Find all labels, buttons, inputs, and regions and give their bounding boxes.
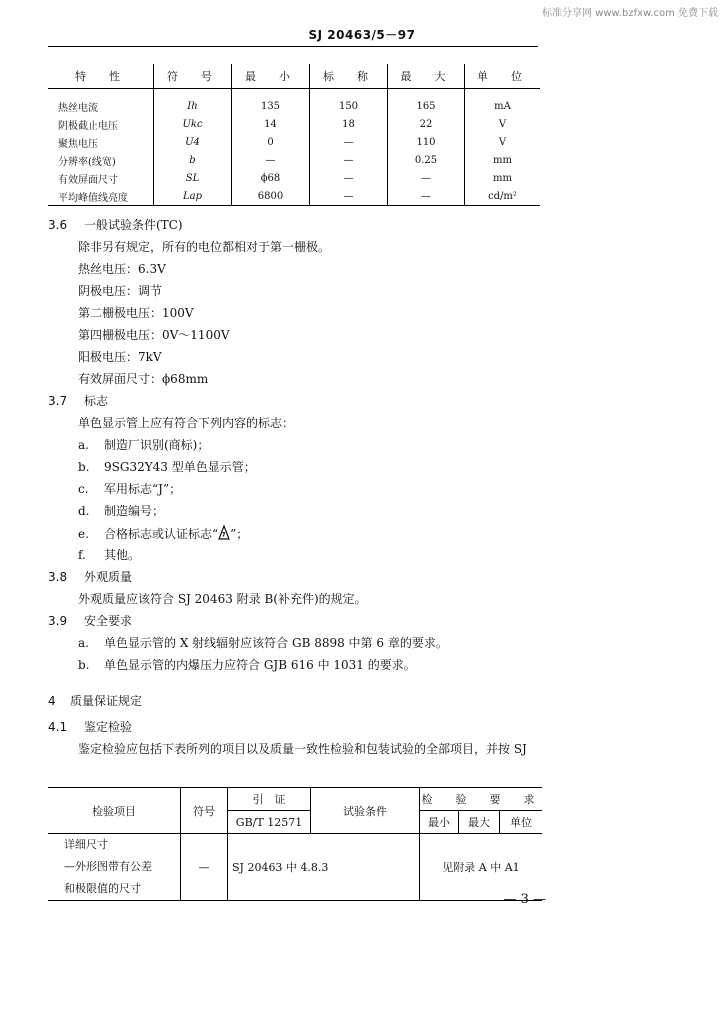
inspection-header-requirements: 检 验 要 求 [420,788,543,811]
inspection-cell-reference: SJ 20463 中 4.8.3 [228,834,420,901]
list-item [78,459,256,475]
chapter-number: 4 [48,694,56,708]
spec-row-focus-voltage [48,133,540,151]
list-item [78,481,181,497]
section-number: 3.6 [48,218,68,232]
section-3-7-heading [48,393,108,409]
spec-cell-name: 分辨率(线宽) [58,156,116,168]
list-item [78,547,140,563]
paragraph: 阳极电压：7kV [78,350,162,364]
spec-row-peak-brightness [48,187,540,206]
spec-header-min: 最 小 [232,64,310,89]
list-label: b. [78,460,90,474]
spec-cell-nominal: — [310,169,388,187]
list-text: 制造厂识别(商标)； [104,438,210,452]
spec-cell-max: 110 [388,133,465,151]
section-title: 安全要求 [84,614,133,628]
spec-header-symbol: 符 号 [154,64,232,89]
spec-cell-name: 热丝电流 [58,102,98,114]
spec-row-resolution [48,151,540,169]
list-label: a. [78,636,89,650]
item-line: —外形图带有公差 [64,860,152,873]
inspection-cell-symbol: — [181,834,228,901]
spec-cell-min: 0 [232,133,310,151]
paragraph: 除非另有规定，所有的电位都相对于第一栅极。 [78,240,331,254]
inspection-row-dimensions [48,834,542,901]
list-text: 制造编号； [104,504,165,518]
chapter-4-heading [48,693,142,709]
spec-cell-unit: V [465,133,541,151]
section-title: 外观质量 [84,570,133,584]
inspection-header-ref-standard: GB/T 12571 [228,811,311,834]
spec-cell-min: — [232,151,310,169]
paragraph: 鉴定检验应包括下表所列的项目以及质量一致性检验和包装试验的全部项目，并按 SJ [78,742,527,756]
spec-cell-unit: mm [465,151,541,169]
section-3-8-heading [48,569,132,585]
spec-header-unit: 单 位 [465,64,541,89]
spec-cell-nominal: 18 [310,115,388,133]
spec-cell-symbol: Ih [154,89,232,116]
spec-cell-min: 14 [232,115,310,133]
spec-row-screen-size [48,169,540,187]
paragraph: 外观质量应该符合 SJ 20463 附录 B(补充件)的规定。 [78,592,367,606]
list-item [78,525,248,542]
paragraph: 有效屏面尺寸：ϕ68mm [78,372,209,386]
spec-header-characteristic: 特 性 [48,64,154,89]
section-number: 3.8 [48,570,68,584]
item-line: 和极限值的尺寸 [64,882,141,895]
spec-cell-max: 0.25 [388,151,465,169]
section-3-6-heading [48,217,183,233]
spec-cell-symbol: U4 [154,133,232,151]
spec-cell-nominal: — [310,133,388,151]
list-text-suffix: ”； [230,527,249,541]
list-label: b. [78,658,90,672]
spec-table-header-row [48,64,540,89]
list-text: 9SG32Y43 型单色显示管； [104,460,256,474]
site-watermark: 标准分享网 www.bzfxw.com 免费下载 [542,8,718,19]
spec-cell-nominal: — [310,187,388,206]
spec-cell-min: 6800 [232,187,310,206]
inspection-header-condition: 试验条件 [311,788,420,834]
spec-cell-unit: V [465,115,541,133]
paragraph: 热丝电压：6.3V [78,262,166,276]
section-number: 4.1 [48,720,68,734]
item-line: 详细尺寸 [64,838,108,851]
certification-mark-icon [218,525,230,541]
spec-cell-name: 阴极截止电压 [58,120,118,132]
spec-cell-unit: mA [465,89,541,116]
list-item [78,503,164,519]
list-label: f. [78,548,86,562]
spec-header-nominal: 标 称 [310,64,388,89]
section-title: 标志 [84,394,109,408]
list-label: c. [78,482,89,496]
list-text: 军用标志“J”； [104,482,182,496]
spec-cell-min: ϕ68 [232,169,310,187]
spec-cell-max: 22 [388,115,465,133]
chapter-title: 质量保证规定 [70,694,143,708]
list-text: 合格标志或认证标志“ [104,527,219,541]
spec-cell-symbol: b [154,151,232,169]
spec-cell-max: — [388,169,465,187]
paragraph: 阴极电压：调节 [78,284,163,298]
spec-cell-min: 135 [232,89,310,116]
spec-cell-max: — [388,187,465,206]
spec-cell-nominal: — [310,151,388,169]
inspection-cell-item [48,834,181,901]
spec-cell-symbol: SL [154,169,232,187]
list-item [78,635,448,651]
section-title: 一般试验条件(TC) [84,218,183,232]
spec-cell-name: 有效屏面尺寸 [58,174,118,186]
list-label: e. [78,527,89,541]
spec-cell-name: 平均峰值线亮度 [48,187,154,206]
section-3-9-heading [48,613,132,629]
inspection-header-item: 检验项目 [48,788,181,834]
spec-row-heater-current [48,89,540,116]
paragraph: 第二栅极电压：100V [78,306,194,320]
list-text: 其他。 [104,548,141,562]
spec-cell-max: 165 [388,89,465,116]
spec-cell-name: 聚焦电压 [58,138,98,150]
inspection-header-symbol: 符号 [181,788,228,834]
section-4-1-heading [48,719,132,735]
paragraph: 第四栅极电压：0V～1100V [78,328,230,342]
list-item [78,437,209,453]
inspection-header-max: 最大 [459,811,500,834]
page-number: — 3 — [503,892,546,907]
spec-header-max: 最 大 [388,64,465,89]
spec-cell-symbol: Lap [154,187,232,206]
inspection-header-unit: 单位 [500,811,543,834]
header-rule [48,46,538,47]
list-text: 单色显示管的内爆压力应符合 GJB 616 中 1031 的要求。 [104,658,416,672]
list-label: a. [78,438,89,452]
inspection-cell-requirement: 见附录 A 中 A1 [420,834,543,901]
list-item [78,657,416,673]
inspection-header-reference: 引 证 [228,788,311,811]
inspection-table [48,787,542,901]
list-label: d. [78,504,90,518]
inspection-header-row [48,788,542,811]
inspection-header-min: 最小 [420,811,459,834]
spec-cell-symbol: Ukc [154,115,232,133]
spec-table [48,64,540,206]
spec-cell-nominal: 150 [310,89,388,116]
document-header: SJ 20463/5－97 [308,28,416,42]
paragraph: 单色显示管上应有符合下列内容的标志： [78,416,295,430]
spec-cell-unit: mm [465,169,541,187]
list-text: 单色显示管的 X 射线辐射应该符合 GB 8898 中第 6 章的要求。 [104,636,448,650]
section-number: 3.9 [48,614,68,628]
section-number: 3.7 [48,394,68,408]
section-title: 鉴定检验 [84,720,133,734]
spec-row-cathode-cutoff [48,115,540,133]
spec-cell-unit: cd/m² [465,187,541,206]
